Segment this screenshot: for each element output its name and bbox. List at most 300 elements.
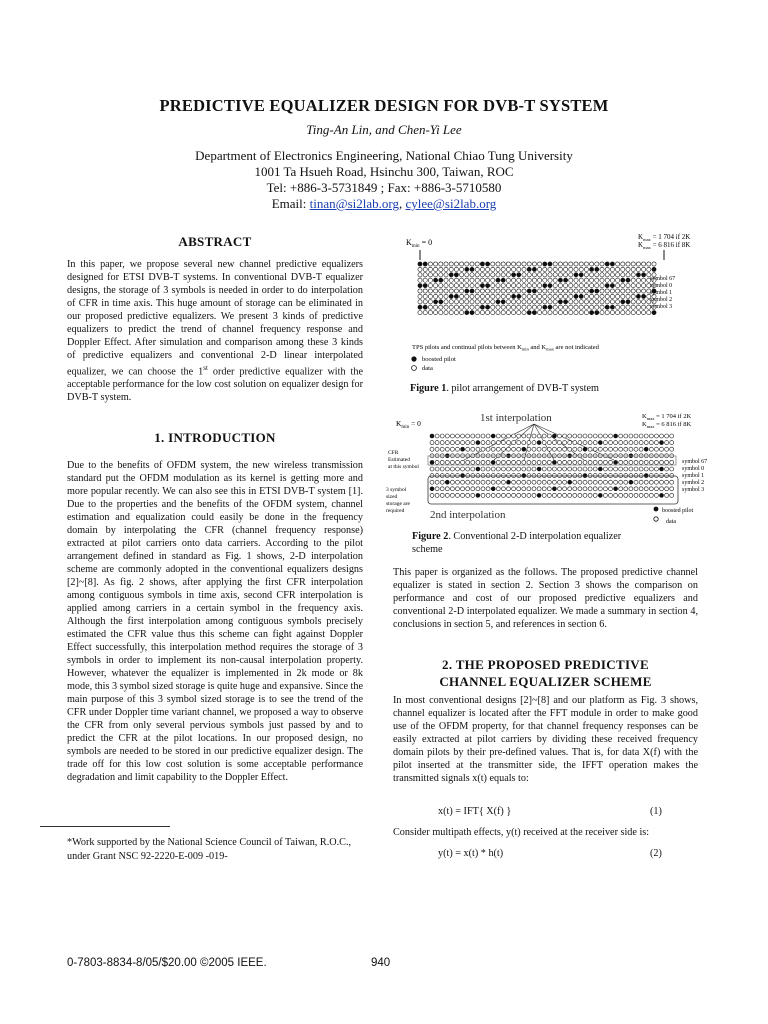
pilot-carrier-dot <box>480 305 484 309</box>
data-carrier-dot <box>428 294 432 298</box>
data-carrier-dot <box>665 480 669 484</box>
pilot-carrier-dot <box>595 311 599 315</box>
data-carrier-dot <box>610 289 614 293</box>
data-carrier-dot <box>564 284 568 288</box>
data-carrier-dot <box>475 273 479 277</box>
data-carrier-dot <box>486 487 490 491</box>
data-carrier-dot <box>605 294 609 298</box>
data-carrier-dot <box>465 278 469 282</box>
data-carrier-dot <box>444 284 448 288</box>
data-carrier-dot <box>456 487 460 491</box>
pilot-carrier-dot <box>543 262 547 266</box>
data-carrier-dot <box>558 441 562 445</box>
data-carrier-dot <box>440 480 444 484</box>
data-carrier-dot <box>634 434 638 438</box>
data-carrier-dot <box>423 300 427 304</box>
data-carrier-dot <box>631 262 635 266</box>
data-carrier-dot <box>654 487 658 491</box>
data-carrier-dot <box>634 480 638 484</box>
data-carrier-dot <box>466 467 470 471</box>
data-carrier-dot <box>486 447 490 451</box>
fig2-caption-label: Figure 2 <box>412 531 449 542</box>
data-carrier-dot <box>590 262 594 266</box>
data-carrier-dot <box>558 493 562 497</box>
pilot-carrier-dot <box>496 278 500 282</box>
data-carrier-dot <box>522 294 526 298</box>
data-carrier-dot <box>644 434 648 438</box>
data-carrier-dot <box>517 487 521 491</box>
multipath-text: Consider multipath effects, y(t) received at the receiver side is: <box>393 827 650 838</box>
data-carrier-dot <box>543 311 547 315</box>
fig2-kmax-8k: $K_{max} = 6$ 816 if 8K <box>642 421 692 429</box>
data-carrier-dot <box>619 434 623 438</box>
data-carrier-dot <box>629 441 633 445</box>
data-carrier-dot <box>532 300 536 304</box>
data-carrier-dot <box>609 467 613 471</box>
data-carrier-dot <box>670 493 674 497</box>
data-carrier-dot <box>445 493 449 497</box>
data-carrier-dot <box>603 467 607 471</box>
data-carrier-dot <box>456 480 460 484</box>
email-link-1[interactable]: tinan@si2lab.org <box>309 196 399 211</box>
data-carrier-dot <box>631 305 635 309</box>
data-carrier-dot <box>593 487 597 491</box>
data-carrier-dot <box>522 262 526 266</box>
data-carrier-dot <box>512 493 516 497</box>
data-carrier-dot <box>584 305 588 309</box>
data-carrier-dot <box>600 262 604 266</box>
data-carrier-dot <box>517 434 521 438</box>
data-carrier-dot <box>481 467 485 471</box>
pilot-carrier-dot <box>660 441 664 445</box>
data-carrier-dot <box>517 305 521 309</box>
data-carrier-dot <box>507 467 511 471</box>
data-carrier-dot <box>444 267 448 271</box>
pilot-carrier-dot <box>418 262 422 266</box>
data-carrier-dot <box>476 487 480 491</box>
pilot-carrier-dot <box>537 467 541 471</box>
data-carrier-dot <box>475 284 479 288</box>
data-carrier-dot <box>512 467 516 471</box>
data-carrier-dot <box>471 460 475 464</box>
data-carrier-dot <box>475 311 479 315</box>
data-carrier-dot <box>616 305 620 309</box>
data-carrier-dot <box>595 294 599 298</box>
data-carrier-dot <box>522 467 526 471</box>
data-carrier-dot <box>639 460 643 464</box>
data-carrier-dot <box>584 311 588 315</box>
data-carrier-dot <box>579 278 583 282</box>
data-carrier-dot <box>583 441 587 445</box>
data-carrier-dot <box>460 273 464 277</box>
affiliation-line-2: 1001 Ta Hsueh Road, Hsinchu 300, Taiwan, ROC <box>254 164 514 179</box>
data-carrier-dot <box>558 289 562 293</box>
data-carrier-dot <box>552 441 556 445</box>
data-carrier-dot <box>512 441 516 445</box>
data-carrier-dot <box>583 460 587 464</box>
data-carrier-dot <box>434 262 438 266</box>
data-carrier-dot <box>578 460 582 464</box>
data-carrier-dot <box>590 300 594 304</box>
data-carrier-dot <box>629 487 633 491</box>
data-carrier-dot <box>578 434 582 438</box>
pilot-carrier-dot <box>476 467 480 471</box>
pilot-carrier-dot <box>558 300 562 304</box>
data-carrier-dot <box>445 434 449 438</box>
data-carrier-dot <box>501 305 505 309</box>
data-carrier-dot <box>501 294 505 298</box>
data-carrier-dot <box>548 294 552 298</box>
data-carrier-dot <box>593 493 597 497</box>
data-carrier-dot <box>665 441 669 445</box>
data-carrier-dot <box>423 311 427 315</box>
organization-text <box>393 566 698 631</box>
data-carrier-dot <box>588 441 592 445</box>
fig1-symbol-1: symbol 1 <box>650 290 673 296</box>
data-carrier-dot <box>465 273 469 277</box>
data-carrier-dot <box>491 278 495 282</box>
fig2-storage-label-4: required <box>386 508 405 514</box>
data-carrier-dot <box>547 467 551 471</box>
data-carrier-dot <box>481 487 485 491</box>
data-carrier-dot <box>527 487 531 491</box>
data-carrier-dot <box>512 434 516 438</box>
data-carrier-dot <box>634 441 638 445</box>
data-carrier-dot <box>624 480 628 484</box>
pilot-carrier-dot <box>486 284 490 288</box>
data-carrier-dot <box>444 289 448 293</box>
data-carrier-dot <box>480 267 484 271</box>
data-carrier-dot <box>532 434 536 438</box>
figure-2-caption <box>412 530 702 556</box>
data-carrier-dot <box>584 278 588 282</box>
data-carrier-dot <box>507 460 511 464</box>
data-carrier-dot <box>439 273 443 277</box>
email-link-2[interactable]: cylee@si2lab.org <box>405 196 497 211</box>
data-carrier-dot <box>496 311 500 315</box>
data-carrier-dot <box>600 273 604 277</box>
data-carrier-dot <box>647 262 651 266</box>
pilot-carrier-dot <box>454 294 458 298</box>
data-carrier-dot <box>639 441 643 445</box>
data-carrier-dot <box>430 447 434 451</box>
data-carrier-dot <box>552 493 556 497</box>
data-carrier-dot <box>579 284 583 288</box>
data-carrier-dot <box>644 467 648 471</box>
data-carrier-dot <box>440 467 444 471</box>
data-carrier-dot <box>538 273 542 277</box>
data-carrier-dot <box>558 447 562 451</box>
data-carrier-dot <box>619 441 623 445</box>
data-carrier-dot <box>593 467 597 471</box>
data-carrier-dot <box>547 460 551 464</box>
abstract-text-a: In this paper, we propose several new channel predictive equalizers designed for ETSI DVB-T systems. In conventional DVB-T equalizer designs, the storage of 3 symbols is needed in order to do interpolation of CFR in time axis. This huge amount of storage can be eliminated in our proposed predictive equalizers. We present 3 kinds of predictive equalizers to predict the trend of channel frequency response and Doppler Effect. After simulation and comparison among these 3 kinds of predictive equalizers and conventional 2-D linear interpolated equalizer, we can choose the 1 <box>67 259 363 378</box>
data-carrier-dot <box>460 300 464 304</box>
data-carrier-dot <box>552 447 556 451</box>
data-carrier-dot <box>418 300 422 304</box>
data-carrier-dot <box>600 305 604 309</box>
data-carrier-dot <box>491 262 495 266</box>
data-carrier-dot <box>665 493 669 497</box>
pilot-carrier-dot <box>517 294 521 298</box>
data-carrier-dot <box>583 467 587 471</box>
data-carrier-dot <box>445 487 449 491</box>
data-carrier-dot <box>598 480 602 484</box>
data-carrier-dot <box>480 289 484 293</box>
data-carrier-dot <box>665 487 669 491</box>
data-carrier-dot <box>569 273 573 277</box>
data-carrier-dot <box>624 467 628 471</box>
data-carrier-dot <box>466 447 470 451</box>
data-carrier-dot <box>491 284 495 288</box>
data-carrier-dot <box>629 447 633 451</box>
pilot-carrier-dot <box>621 278 625 282</box>
data-carrier-dot <box>454 311 458 315</box>
data-carrier-dot <box>434 294 438 298</box>
data-carrier-dot <box>634 467 638 471</box>
data-carrier-dot <box>481 460 485 464</box>
data-carrier-dot <box>563 487 567 491</box>
pilot-carrier-dot <box>568 480 572 484</box>
data-carrier-dot <box>652 262 656 266</box>
data-carrier-dot <box>475 300 479 304</box>
data-carrier-dot <box>501 460 505 464</box>
data-carrier-dot <box>434 267 438 271</box>
data-carrier-dot <box>626 289 630 293</box>
data-carrier-dot <box>481 441 485 445</box>
data-carrier-dot <box>670 480 674 484</box>
pilot-carrier-dot <box>579 294 583 298</box>
data-carrier-dot <box>460 262 464 266</box>
data-carrier-dot <box>578 487 582 491</box>
data-carrier-dot <box>506 273 510 277</box>
data-carrier-dot <box>423 289 427 293</box>
data-carrier-dot <box>475 278 479 282</box>
data-carrier-dot <box>506 289 510 293</box>
fig1-legend-pilot: boosted pilot <box>422 356 456 363</box>
data-carrier-dot <box>553 289 557 293</box>
data-carrier-dot <box>507 447 511 451</box>
data-carrier-dot <box>456 447 460 451</box>
data-carrier-dot <box>507 441 511 445</box>
section-2-heading-line-1: 2. THE PROPOSED PREDICTIVE <box>442 657 649 672</box>
data-carrier-dot <box>588 434 592 438</box>
data-carrier-dot <box>496 294 500 298</box>
data-carrier-dot <box>584 300 588 304</box>
data-carrier-dot <box>558 267 562 271</box>
data-carrier-dot <box>558 480 562 484</box>
equation-1-number: (1) <box>650 806 662 817</box>
data-carrier-dot <box>547 447 551 451</box>
data-carrier-dot <box>460 294 464 298</box>
data-carrier-dot <box>507 493 511 497</box>
data-carrier-dot <box>631 267 635 271</box>
data-carrier-dot <box>593 441 597 445</box>
pilot-carrier-dot <box>445 480 449 484</box>
figure-1 <box>404 230 704 376</box>
data-carrier-dot <box>547 487 551 491</box>
data-carrier-dot <box>636 305 640 309</box>
data-carrier-dot <box>501 311 505 315</box>
data-carrier-dot <box>665 434 669 438</box>
data-carrier-dot <box>470 273 474 277</box>
pilot-carrier-dot <box>449 273 453 277</box>
data-carrier-dot <box>642 289 646 293</box>
data-carrier-dot <box>517 262 521 266</box>
data-carrier-dot <box>564 289 568 293</box>
data-carrier-dot <box>542 447 546 451</box>
data-carrier-dot <box>440 460 444 464</box>
data-carrier-dot <box>522 267 526 271</box>
pilot-carrier-dot <box>527 289 531 293</box>
fig2-symbol-2: symbol 2 <box>682 480 705 486</box>
data-carrier-dot <box>476 434 480 438</box>
fig2-storage-label-3: storage are <box>386 501 410 507</box>
data-carrier-dot <box>532 294 536 298</box>
data-carrier-dot <box>564 311 568 315</box>
data-carrier-dot <box>626 311 630 315</box>
data-carrier-dot <box>501 262 505 266</box>
data-carrier-dot <box>496 284 500 288</box>
data-carrier-dot <box>616 267 620 271</box>
data-carrier-dot <box>506 294 510 298</box>
pilot-carrier-dot <box>470 267 474 271</box>
data-carrier-dot <box>475 294 479 298</box>
data-carrier-dot <box>619 480 623 484</box>
data-carrier-dot <box>609 493 613 497</box>
data-carrier-dot <box>590 284 594 288</box>
data-carrier-dot <box>616 289 620 293</box>
affiliation-line-1: Department of Electronics Engineering, National Chiao Tung University <box>195 148 573 163</box>
data-carrier-dot <box>558 284 562 288</box>
data-carrier-dot <box>636 300 640 304</box>
data-carrier-dot <box>434 273 438 277</box>
data-carrier-dot <box>471 434 475 438</box>
pilot-carrier-dot <box>605 262 609 266</box>
data-carrier-dot <box>522 300 526 304</box>
data-carrier-dot <box>470 262 474 266</box>
figure-2 <box>384 406 708 525</box>
data-carrier-dot <box>466 434 470 438</box>
data-carrier-dot <box>605 273 609 277</box>
data-carrier-dot <box>590 294 594 298</box>
fig2-symbol-1: symbol 1 <box>682 473 705 479</box>
data-carrier-dot <box>480 273 484 277</box>
fig2-symbol-3: symbol 3 <box>682 487 705 493</box>
fig2-symbol-0: symbol 0 <box>682 466 705 472</box>
footnote: *Work supported by the National Science Council of Taiwan, R.O.C., under Grant NSC 92-2220-E-009 -019- <box>67 837 352 862</box>
data-carrier-dot <box>670 487 674 491</box>
figure-1-diagram <box>404 230 704 376</box>
data-carrier-dot <box>543 278 547 282</box>
data-carrier-dot <box>583 487 587 491</box>
data-carrier-dot <box>527 284 531 288</box>
fig1-symbol-2: symbol 2 <box>650 297 673 303</box>
data-carrier-dot <box>440 447 444 451</box>
pilot-carrier-dot <box>470 289 474 293</box>
data-carrier-dot <box>512 262 516 266</box>
data-carrier-dot <box>542 487 546 491</box>
data-carrier-dot <box>517 300 521 304</box>
data-carrier-dot <box>496 487 500 491</box>
fig2-caption-text-2: scheme <box>412 544 443 555</box>
data-carrier-dot <box>517 278 521 282</box>
pilot-carrier-dot <box>610 305 614 309</box>
footer-page-number: 940 <box>371 957 391 969</box>
pilot-carrier-dot <box>642 273 646 277</box>
data-carrier-dot <box>471 480 475 484</box>
pilot-carrier-dot <box>574 294 578 298</box>
data-carrier-dot <box>496 289 500 293</box>
data-carrier-dot <box>574 262 578 266</box>
data-carrier-dot <box>444 262 448 266</box>
data-carrier-dot <box>460 289 464 293</box>
data-carrier-dot <box>471 447 475 451</box>
data-carrier-dot <box>496 480 500 484</box>
data-carrier-dot <box>578 467 582 471</box>
data-carrier-dot <box>435 467 439 471</box>
data-carrier-dot <box>619 447 623 451</box>
data-carrier-dot <box>639 487 643 491</box>
data-carrier-dot <box>522 487 526 491</box>
data-carrier-dot <box>517 467 521 471</box>
pilot-carrier-dot <box>430 434 434 438</box>
data-carrier-dot <box>435 480 439 484</box>
data-carrier-dot <box>616 284 620 288</box>
data-carrier-dot <box>644 441 648 445</box>
data-carrier-dot <box>522 278 526 282</box>
introduction-text <box>67 459 363 784</box>
data-carrier-dot <box>465 305 469 309</box>
data-carrier-dot <box>609 460 613 464</box>
data-carrier-dot <box>642 305 646 309</box>
data-carrier-dot <box>588 447 592 451</box>
pilot-carrier-dot <box>449 294 453 298</box>
data-carrier-dot <box>542 460 546 464</box>
data-carrier-dot <box>649 467 653 471</box>
data-carrier-dot <box>454 300 458 304</box>
data-carrier-dot <box>496 467 500 471</box>
data-carrier-dot <box>548 300 552 304</box>
data-carrier-dot <box>609 434 613 438</box>
data-carrier-dot <box>542 480 546 484</box>
data-carrier-dot <box>579 262 583 266</box>
data-carrier-dot <box>603 441 607 445</box>
pilot-carrier-dot <box>480 284 484 288</box>
fig2-legend-data-dot <box>654 517 658 521</box>
introduction-paragraph: Due to the benefits of OFDM system, the new wireless transmission standard put the OFDM modulation as its kernel is getting more and more popular recently. We can also see this in ETSI DVB-T system [1]. Due to the properties and the benefits of the OFDM system, channel estimation and equalization could easily be done in the frequency domain by interpolating the CFR (channel frequency response) extracted at pilot carriers onto data carriers. According to the pilot arrangement defined in standard as Fig. 1 shows, 2-D interpolation scheme are commonly adopted in the conventional equalizers designs [2]~[8]. As fig. 2 shows, after applying the first CFR interpolation among contiguous symbols in time axis, second CFR interpolation is applied among carriers in a certain symbol in the frequency axis. Although the first interpolation among contiguous symbols precisely estimated the CFR value thus this scheme can fight against Doppler Effect successfully, this interpolation method requires the storage of 3 symbols in order to implement its non-causal interpolation property. However, whatever the equalizer is implemented in 2k mode or 8k mode, this 3 symbol sized storage is quite huge and expansive. Since the main purpose of this 3 symbol sized storage is to see the trend of the CFR under Doppler time variant channel, we proposed a way to observe the CFR from only several pervious symbols just passed by and to predict the CFR at the pilot locations. In our proposed design, no symbols are needed to be stored in our predictive equalizer design. The trade off for this low cost solution is some acceptable performance degradation and limit capability to the Doppler Effect. <box>67 460 363 783</box>
data-carrier-dot <box>629 434 633 438</box>
data-carrier-dot <box>636 284 640 288</box>
data-carrier-dot <box>660 460 664 464</box>
data-carrier-dot <box>563 467 567 471</box>
data-carrier-dot <box>476 460 480 464</box>
data-carrier-dot <box>573 467 577 471</box>
data-carrier-dot <box>491 447 495 451</box>
data-carrier-dot <box>481 493 485 497</box>
data-carrier-dot <box>456 434 460 438</box>
data-carrier-dot <box>507 487 511 491</box>
pilot-carrier-dot <box>476 493 480 497</box>
pilot-carrier-dot <box>652 311 656 315</box>
data-carrier-dot <box>486 311 490 315</box>
pilot-carrier-dot <box>423 305 427 309</box>
pilot-carrier-dot <box>558 278 562 282</box>
data-carrier-dot <box>616 278 620 282</box>
data-carrier-dot <box>590 278 594 282</box>
data-carrier-dot <box>579 305 583 309</box>
data-carrier-dot <box>444 294 448 298</box>
